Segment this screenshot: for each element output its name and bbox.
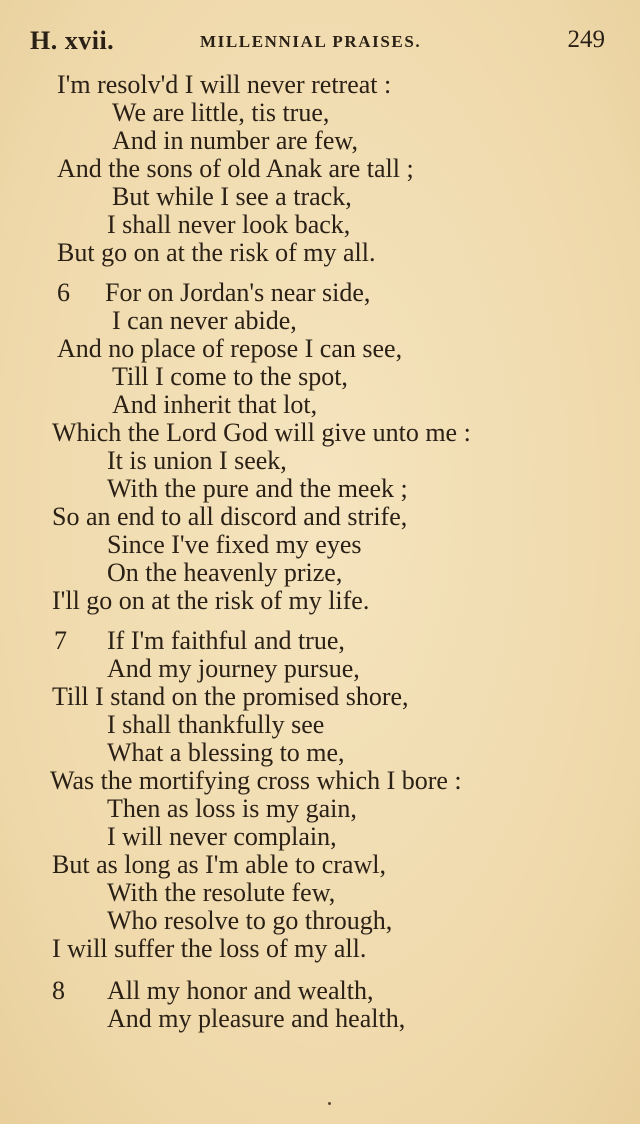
- hymn-line: Was the mortifying cross which I bore :: [50, 766, 462, 795]
- ink-speck: [328, 1102, 331, 1105]
- hymn-line: On the heavenly prize,: [107, 558, 343, 587]
- page-number: 249: [567, 26, 605, 53]
- running-header: [30, 26, 605, 60]
- hymn-line: And no place of repose I can see,: [57, 334, 403, 363]
- hymn-line: We are little, tis true,: [112, 98, 330, 127]
- hymn-line: All my honor and wealth,: [107, 976, 374, 1005]
- hymn-line: And inherit that lot,: [112, 390, 318, 419]
- hymn-line: But while I see a track,: [112, 182, 352, 211]
- hymn-line: I'm resolv'd I will never retreat :: [57, 70, 392, 99]
- verse-number: 7: [54, 626, 67, 655]
- hymn-line: I shall thankfully see: [107, 710, 325, 739]
- book-title: MILLENNIAL PRAISES.: [200, 32, 422, 51]
- hymn-line: Then as loss is my gain,: [107, 794, 357, 823]
- hymn-line: And my pleasure and health,: [107, 1004, 406, 1033]
- hymn-line: Till I come to the spot,: [112, 362, 348, 391]
- hymn-line: With the pure and the meek ;: [107, 474, 408, 503]
- hymn-line: And the sons of old Anak are tall ;: [57, 154, 414, 183]
- hymn-line: Since I've fixed my eyes: [107, 530, 362, 559]
- hymn-line: I will never complain,: [107, 822, 337, 851]
- hymn-line: For on Jordan's near side,: [105, 278, 371, 307]
- hymn-line: I'll go on at the risk of my life.: [52, 586, 370, 615]
- hymn-line: It is union I seek,: [107, 446, 287, 475]
- hymn-line: But go on at the risk of my all.: [57, 238, 376, 267]
- hymn-line: Which the Lord God will give unto me :: [52, 418, 471, 447]
- hymn-line: I will suffer the loss of my all.: [52, 934, 367, 963]
- hymn-line: And in number are few,: [112, 126, 358, 155]
- hymn-line: Who resolve to go through,: [107, 906, 393, 935]
- hymn-line: I can never abide,: [112, 306, 297, 335]
- hymn-line: So an end to all discord and strife,: [52, 502, 408, 531]
- hymn-line: And my journey pursue,: [107, 654, 360, 683]
- hymn-line: With the resolute few,: [107, 878, 336, 907]
- hymn-line: If I'm faithful and true,: [107, 626, 345, 655]
- hymn-line: But as long as I'm able to crawl,: [52, 850, 386, 879]
- verse-number: 6: [57, 278, 70, 307]
- verse-number: 8: [52, 976, 65, 1005]
- hymn-number: H. xvii.: [30, 26, 115, 55]
- hymn-line: I shall never look back,: [107, 210, 351, 239]
- hymn-line: Till I stand on the promised shore,: [52, 682, 409, 711]
- hymn-line: What a blessing to me,: [107, 738, 345, 767]
